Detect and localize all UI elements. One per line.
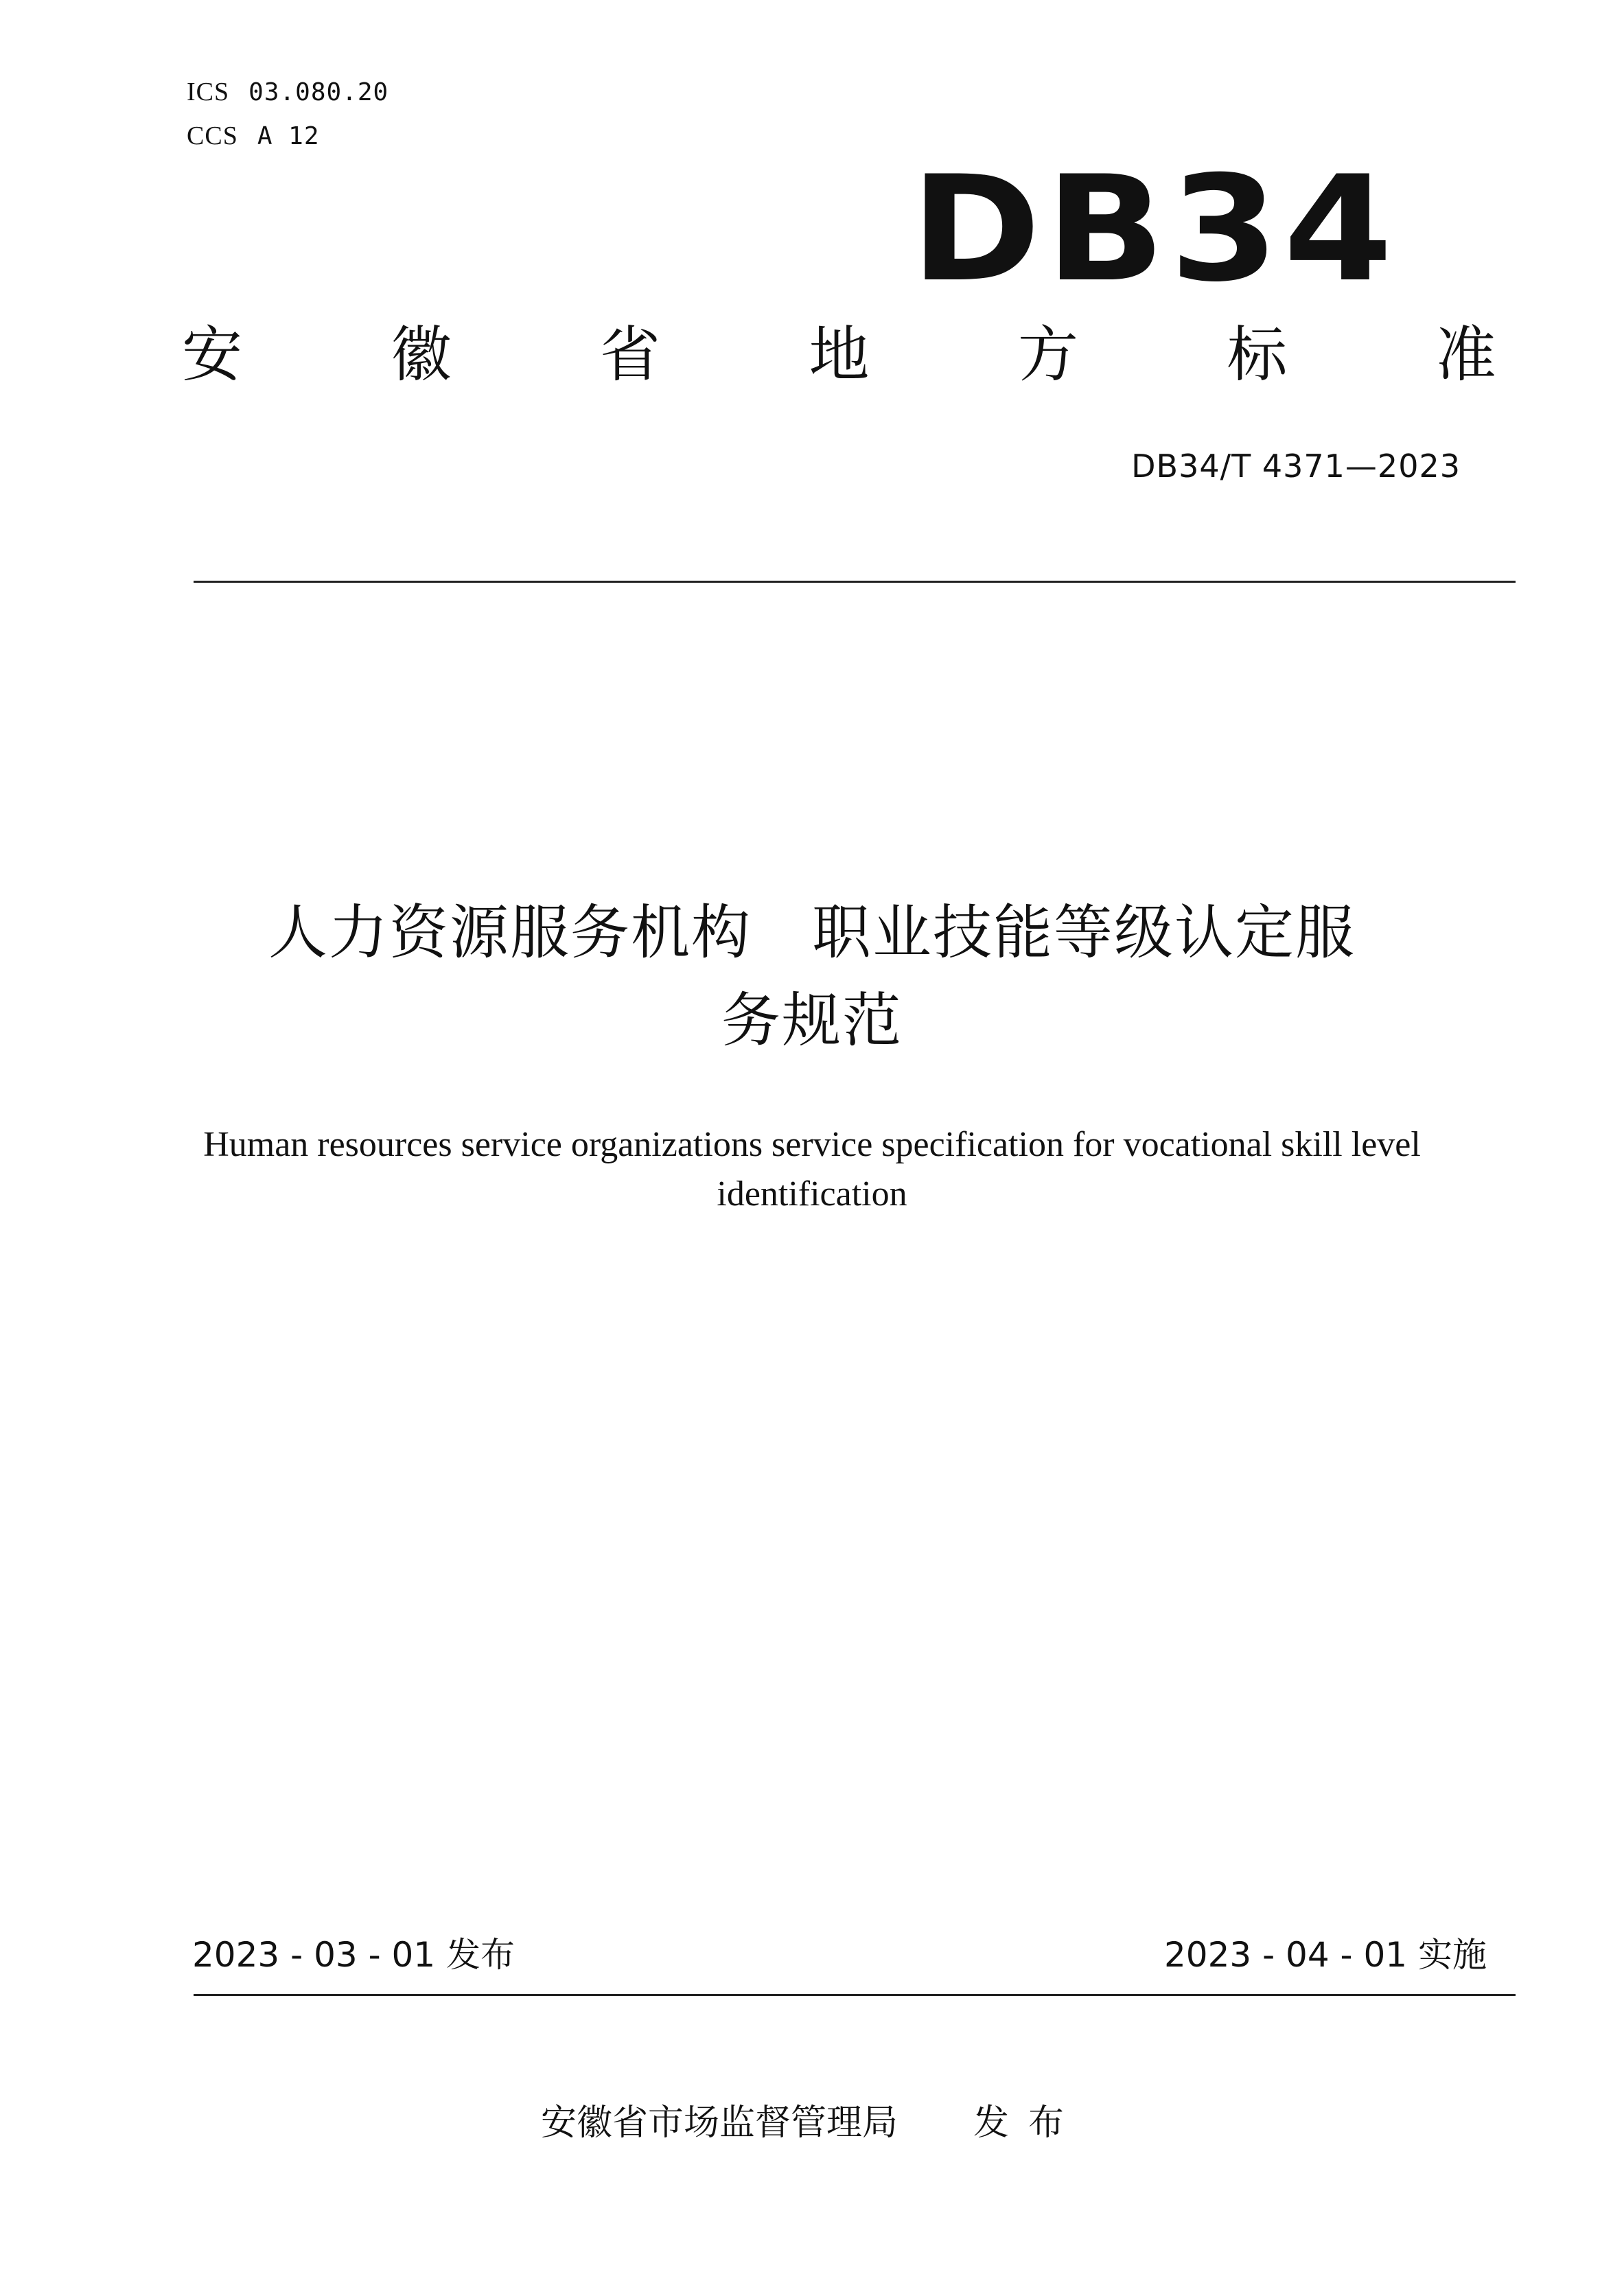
standard-type-char: 标 [1227,319,1288,390]
ccs-code [187,121,320,151]
top-divider [194,581,1516,583]
document-title-en [137,1120,1487,1219]
standard-type-heading [182,317,1496,393]
title-cn-line-2: 务规范 [721,986,903,1055]
bottom-divider [194,1994,1516,1996]
release-date: 2023 - 03 - 01 发布 [192,1935,515,1975]
standard-type-char: 准 [1435,319,1496,390]
document-title-cn [137,889,1487,1065]
standard-number: DB34/T 4371—2023 [1131,448,1461,485]
standard-type-char: 省 [599,319,660,390]
standard-type-char: 地 [809,319,870,390]
ccs-label: CCS [187,121,238,150]
standard-type-char: 方 [1017,319,1078,390]
effective-date: 2023 - 04 - 01 实施 [1163,1935,1487,1975]
issued-label: 发布 [973,2102,1084,2144]
db34-logo: DB34 [910,144,1397,314]
standard-type-char: 徽 [391,319,452,390]
standard-type-char: 安 [182,319,243,390]
title-en-line-2: identification [717,1174,907,1214]
ics-value: 03.080.20 [248,78,389,106]
ccs-value: A 12 [257,122,320,150]
ics-label: ICS [187,78,230,106]
title-en-line-1: Human resources service organizations service specification for vocational skill level [203,1125,1421,1164]
title-cn-line-1: 人力资源服务机构 职业技能等级认定服 [268,898,1356,967]
publisher-name: 安徽省市场监督管理局 [540,2102,898,2144]
ics-code [187,77,388,107]
publisher-line [0,2094,1624,2145]
